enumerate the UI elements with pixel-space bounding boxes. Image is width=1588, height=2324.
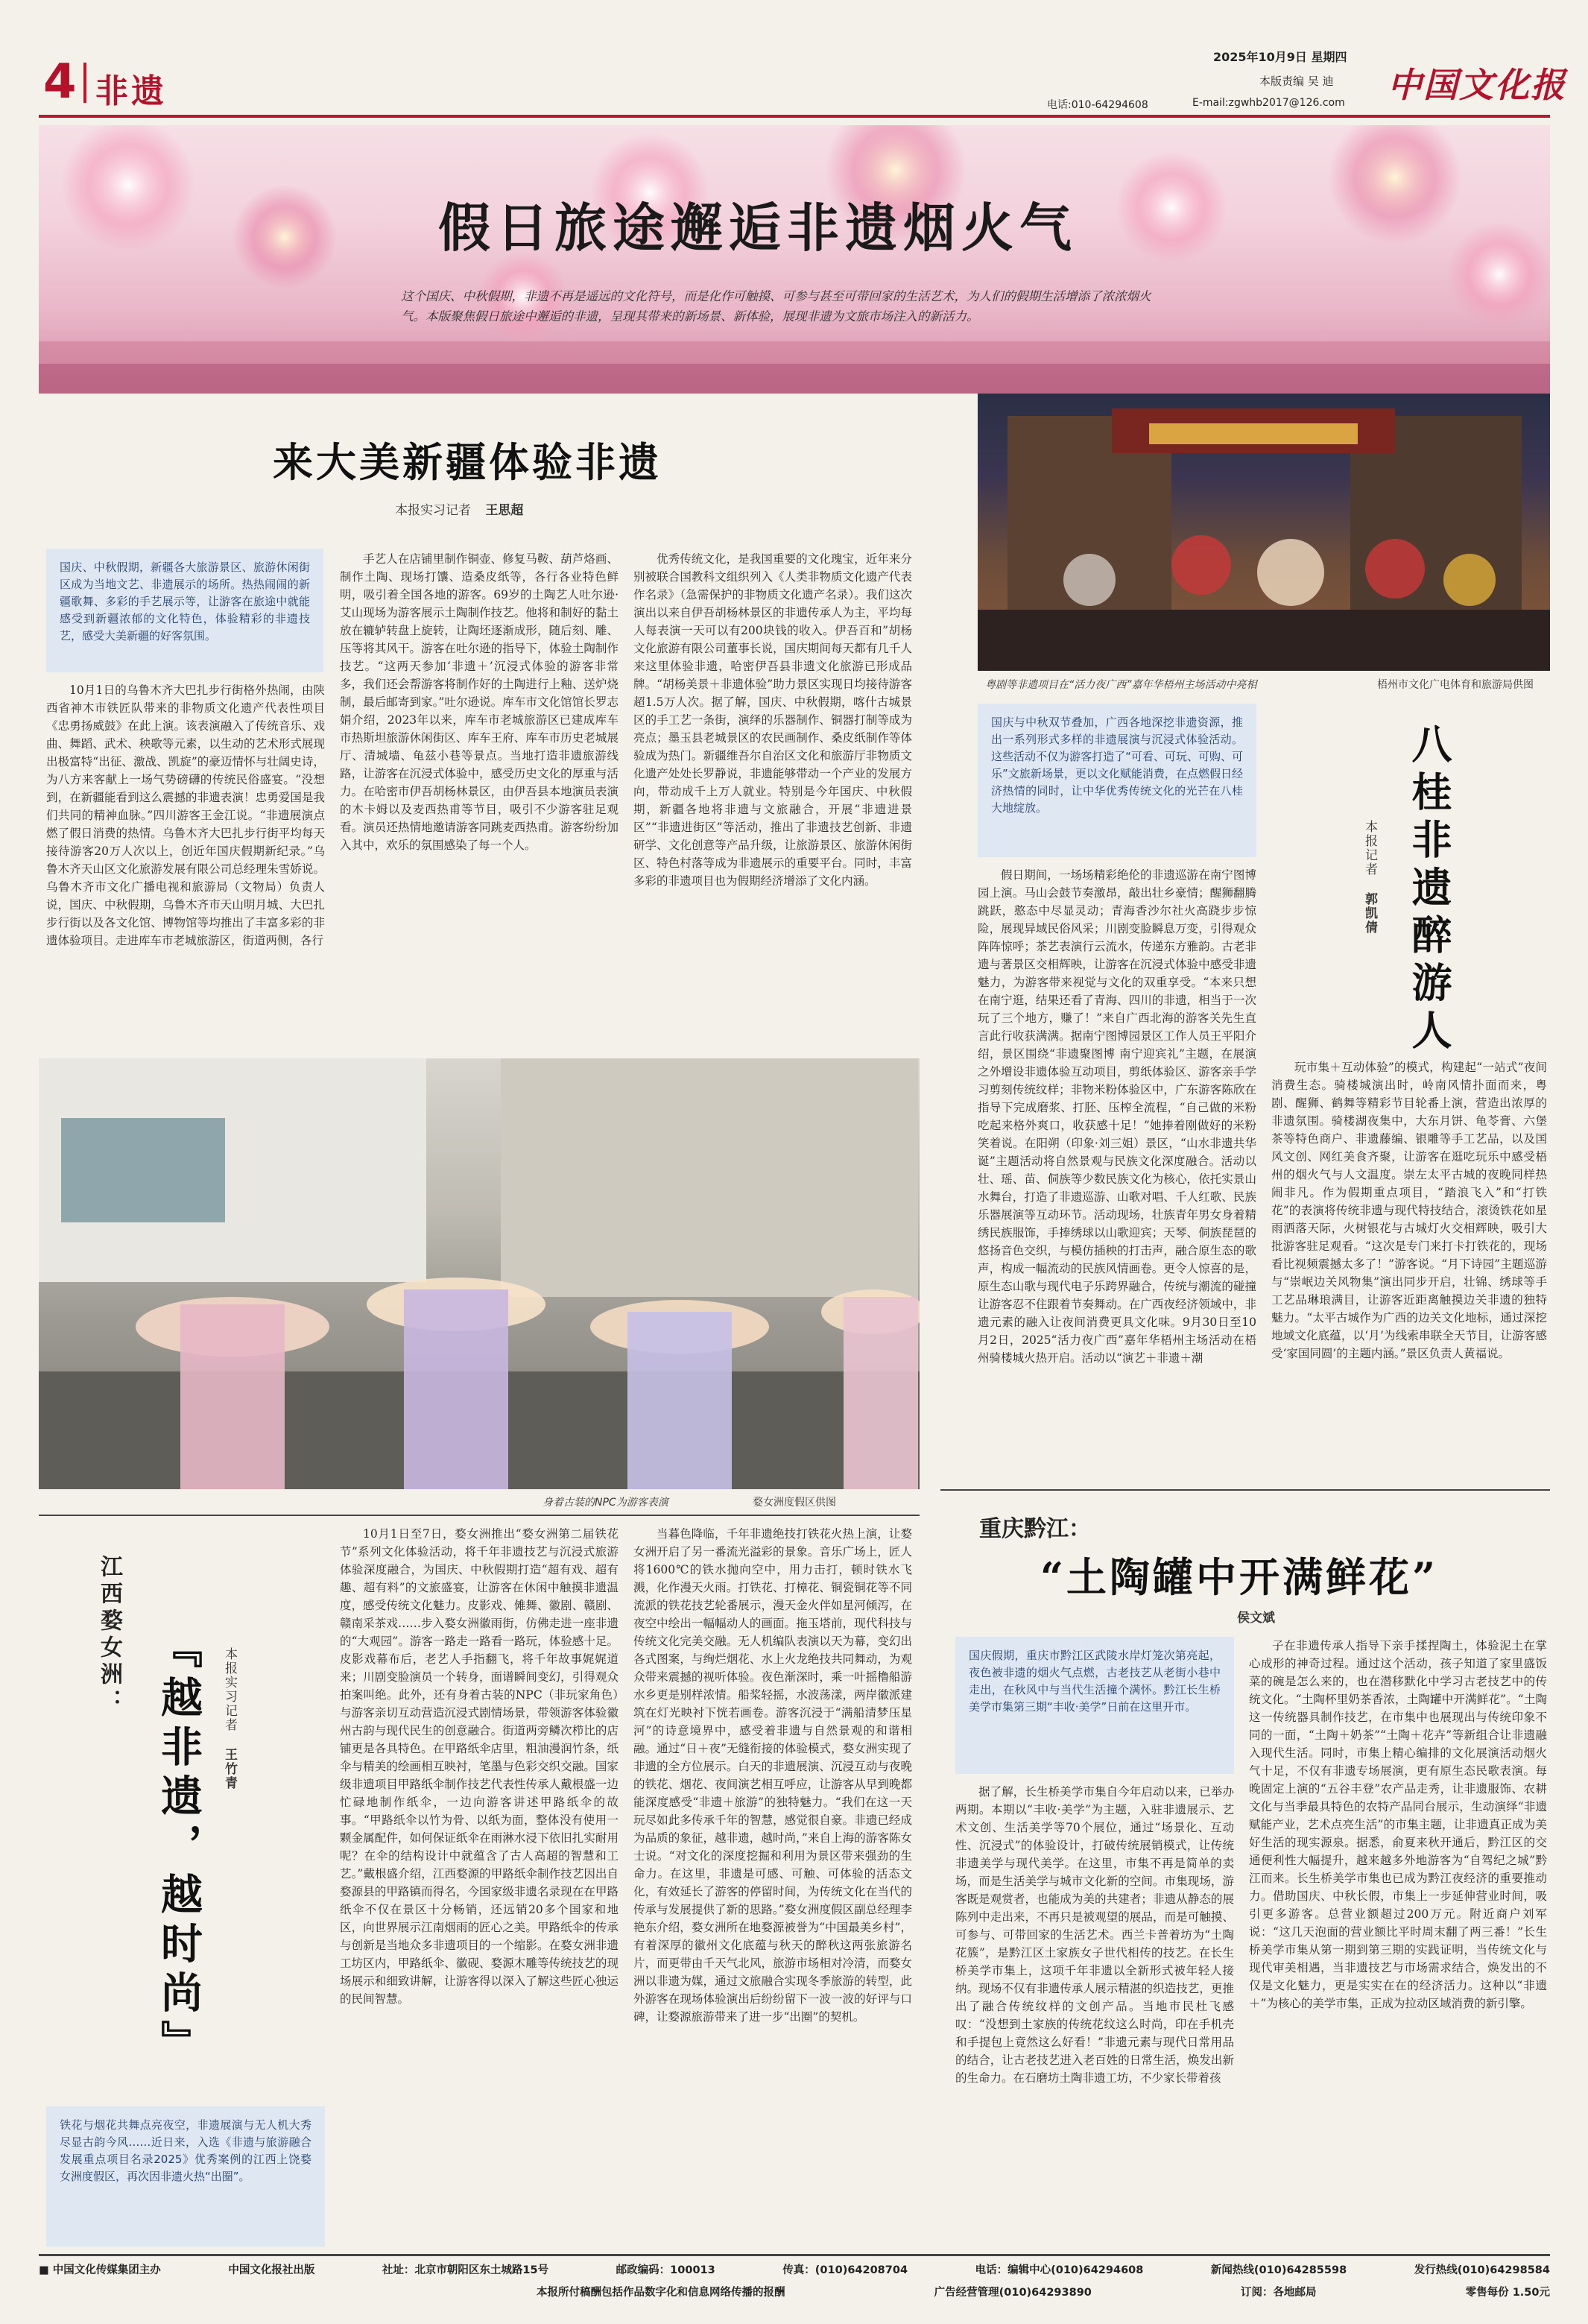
- xinjiang-byline: [395, 499, 523, 518]
- footer-postcode: 邮政编码：100013: [616, 2264, 715, 2276]
- footer-press: 中国文化报社出版: [228, 2264, 315, 2276]
- jiangxi-title: 『越非遗，越时尚』: [154, 1626, 203, 2069]
- footer-publisher: ■ 中国文化传媒集团主办: [39, 2264, 161, 2276]
- chongqing-byline: [1237, 1607, 1275, 1626]
- chongqing-byline-name: 侯文斌: [1237, 1611, 1275, 1626]
- guangxi-title: 八桂非遗醉游人: [1405, 723, 1453, 1057]
- wunvzhou-photo-caption: 身着古装的NPC为游客表演: [542, 1497, 668, 1509]
- footer-news-hotline: 新闻热线(010)64285598: [1210, 2264, 1347, 2276]
- xinjiang-summary: 国庆、中秋假期，新疆各大旅游景区、旅游休闲街区成为当地文艺、非遗展示的场所。热热闹闹的新疆歌舞、多彩的手艺展示等，让游客在旅途中就能感受到新疆浓郁的文化特色，体验精彩的非遗技艺，感受大美新疆的好客氛围。: [60, 561, 310, 642]
- newspaper-logo: 中国文化报: [1388, 65, 1566, 105]
- jiangxi-summary: 铁花与烟花共舞点亮夜空，非遗展演与无人机大秀尽显古韵今风……近日来，入选《非遗与旅游融合发展重点项目名录2025》优秀案例的江西上饶婺女洲度假区，再次因非遗火热“出圈”。: [60, 2118, 311, 2183]
- issue-date: 2025年10月9日 星期四: [1213, 50, 1347, 64]
- xinjiang-column-2: [340, 550, 619, 1054]
- wuzhou-photo-credit: 梧州市文化广电体育和旅游局供图: [1377, 679, 1534, 691]
- jiangxi-summary-box: [46, 2106, 325, 2246]
- guangxi-summary: 国庆与中秋双节叠加，广西各地深挖非遗资源，推出一系列形式多样的非遗展演与沉浸式体验活动。这些活动不仅为游客打造了“可看、可玩、可购、可乐”文旅新场景，更以文化赋能消费，在点燃假日经济热情的同时，让中华优秀传统文化的光芒在八桂大地绽放。: [991, 716, 1243, 815]
- page-number: 4: [43, 54, 77, 110]
- jiangxi-byline-prefix: 本报实习记者: [222, 1647, 237, 1732]
- chongqing-summary: 国庆假期，重庆市黔江区武陵水岸灯笼次第亮起，夜色被非遗的烟火气点燃，古老技艺从老街小巷中走出，在秋风中与当代生活撞个满怀。黔江长生桥美学市集第三期“丰收·美学”日前在这里开市。: [969, 1649, 1221, 1714]
- footer-fax: 传真：(010)64208704: [782, 2264, 908, 2276]
- footer-address: 社址：北京市朝阳区东土城路15号: [382, 2264, 549, 2276]
- jiangxi-text-1: 10月1日至7日，婺女洲推出“婺女洲第二届铁花节”系列文化体验活动，将千年非遗技艺与沉浸式旅游体验深度融合，为国庆、中秋假期打造“超有戏、超有趣、超有料”的文旅盛宴，让游客在休闲中触摸非遗温度，感受传统文化魅力。皮影戏、傩舞、徽剧、赣剧、赣南采茶戏……步入婺女洲徽雨街，仿佛走进一座非遗的“大观园”。游客一路走一路看一路玩，体验感十足。皮影戏幕布后，老艺人手指翻飞，将千年故事娓娓道来；川剧变脸演员一个转身，面谱瞬间变幻，引得观众拍案叫绝。此外，还有身着古装的NPC（非玩家角色）与游客亲切互动营造沉浸式剧情场景，带领游客体验徽州古韵与现代民生的创意融合。街道两旁鳞次栉比的店铺更是各具特色。在甲路纸伞店里，粗油漫润竹条，纸伞与精美的绘画相互映衬，笔墨与色彩交织交融。国家级非遗项目甲路纸伞制作技艺代表性传承人戴根盛一边忙碌地制作纸伞，一边向游客讲述甲路纸伞的故事。“甲路纸伞以竹为骨、以纸为面，整体没有使用一颗金属配件，如何保证纸伞在雨淋水浸下依旧扎实耐用呢？在伞的结构设计中就蕴含了古人高超的智慧和工艺。”戴根盛介绍，江西婺源的甲路纸伞制作技艺因出自婺源县的甲路镇而得名，今国家级非遗名录现在在甲路纸伞不仅在景区十分畅销，还远销20多个国家和地区，向世界展示江南烟雨的匠心之美。甲路纸伞的传承与创新是当地众多非遗项目的一个缩影。在婺女洲非遗工坊区内，甲路纸伞、徽砚、婺源木雕等传统技艺的现场展示和细致讲解，让游客得以深入了解这些匠心独运的民间智慧。: [340, 1527, 619, 2006]
- jiangxi-kicker: 江西婺女洲：: [96, 1555, 122, 1716]
- xinjiang-column-3: [633, 550, 912, 1054]
- masthead-rule: [39, 115, 1550, 118]
- guangxi-column-a: [978, 866, 1256, 1474]
- guangxi-summary-box: [978, 704, 1256, 857]
- xinjiang-text-3: 优秀传统文化，是我国重要的文化瑰宝，近年来分别被联合国教科文组织列入《人类非物质文化遗产代表作名录》（急需保护的非物质文化遗产名录）。我们这次演出以来自伊吾胡杨林景区的非遗传承人为主，平均每人每表演一天可以有200块钱的收入。伊吾百和”胡杨文化旅游有限公司董事长说，国庆期间每天都有几千人来这里体验非遗，哈密伊吾县非遗文化旅游已形成品牌。“胡杨美景＋非遗体验”助力景区实现日均接待游客超1.5万人次。据了解，国庆、中秋假期，喀什古城景区的手工艺一条街，演绎的乐器制作、铜器打制等成为亮点；墨玉县老城景区的农民画制作、桑皮纸制作等体验成为热门。新疆维吾尔自治区文化和旅游厅非物质文化遗产处处长罗静说，非遗能够带动一个产业的发展方向，带动成千上万人就业。特别是今年国庆、中秋假期，新疆各地将非遗与文旅融合，开展“非遗进景区”“非遗进街区”等活动，推出了非遗技艺创新、非遗研学、文化创意等产品升级，让旅游景区、旅游休闲街区、特色村落等成为非遗展示的重要平台。同时，丰富多彩的非遗项目也为假期经济增添了文化内涵。: [633, 552, 912, 888]
- footer-line-2: [537, 2284, 1550, 2299]
- footer-subscription: 订阅：各地邮局: [1241, 2287, 1317, 2299]
- page-number-divider: [83, 63, 86, 103]
- footer-price: 零售每份 1.50元: [1465, 2287, 1550, 2299]
- guangxi-byline: [1361, 820, 1379, 935]
- wuzhou-parade-photo: [978, 394, 1550, 671]
- hero-intro: 这个国庆、中秋假期，非遗不再是遥远的文化符号，而是化作可触摸、可参与甚至可带回家的生活艺术，为人们的假期生活增添了浓浓烟火气。本版聚焦假日旅途中邂逅的非遗，呈现其带来的新场景、新体验，展现非遗为文旅市场注入的新活力。: [401, 289, 1151, 323]
- xinjiang-byline-prefix: 本报实习记者: [395, 503, 471, 518]
- npc-performers-illustration: [39, 1058, 920, 1489]
- guangxi-text-a: 假日期间，一场场精彩绝伦的非遗巡游在南宁图博园上演。马山会鼓节奏激昂，敲出壮乡豪情；醒狮翻腾跳跃，憨态中尽显灵动；青海香沙尔社火高跷步步惊险，展现异域民俗风采；川剧变脸瞬息万变，引得观众阵阵惊呼；茶艺表演行云流水，传递东方雅韵。古老非遗与著景区交相辉映，让游客在沉浸式体验中感受非遗魅力，为游客带来视觉与文化的双重享受。“本来只想在南宁逛，结果还看了青海、四川的非遗，相当于一次玩了三个地方，赚了！”来自广西北海的游客关先生直言此行收获满满。据南宁图博园景区工作人员王平阳介绍，景区围绕“非遗聚图博 南宁迎宾礼”主题，在展演之外增设非遗体验互动项目，剪纸体验区、游客亲手学习剪刻传统纹样；非物米粉体验区中，广东游客陈欣在指导下完成磨浆、打胚、压榨全流程，“自己做的米粉吃起来格外爽口，收获感十足！”她捧着刚做好的米粉笑着说。在阳朔（印象·刘三姐）景区，“山水非遗共华诞”主题活动将自然景观与民族文化深度融合。活动以壮、瑶、苗、侗族等少数民族文化为核心，依托实景山水舞台，打造了非遗巡游、山歌对唱、千人红歌、民族乐器展演等互动环节。活动现场，壮族青年男女身着精绣民族服饰，手捧绣球以山歌迎宾；天琴、侗族琵琶的悠扬音色交织，与模仿插秧的打击声，融合原生态的歌声，构成一幅流动的民族风情画卷。更令人惊喜的是，原生态山歌与现代电子乐跨界融合，传统与潮流的碰撞让游客忍不住跟着节奏舞动。在广西夜经济领域中，非遗元素的融入让夜间消费更具文化味。9月30日至10月2日，2025“活力夜广西”嘉年华梧州主场活动在梧州骑楼城火热开启。活动以“演艺＋非遗＋潮: [978, 868, 1256, 1365]
- chongqing-top-rule: [940, 1489, 1550, 1491]
- xinjiang-title: 来大美新疆体验非遗: [273, 438, 662, 486]
- chongqing-text-1: 据了解，长生桥美学市集自今年启动以来，已举办两期。本期以“丰收·美学”为主题，入驻非遗展示、艺术文创、生活美学等70个展位，通过“场景化、互动性、沉浸式”的体验设计，打破传统展销模式，让传统非遗美学与现代美学。在这里，市集不再是简单的卖场，而是生活美学与城市文化新的空间。市集现场，游客既是观赏者，也能成为美的共建者；非遗从静态的展陈列中走出来，不再只是被观望的展品，而是可触摸、可参与、可带回家的生活艺术。西兰卡普着坊为“土陶花簇”，是黔江区土家族女子世代相传的技艺。在长生桥美学市集上，这项千年非遗以全新形式被年轻人接纳。现场不仅有非遗传承人展示精湛的织造技艺，更推出了融合传统纹样的文创产品。当地市民杜飞感叹：“没想到土家族的传统花纹这么时尚，印在手机壳和手提包上竟然这么好看！”非遗元素与现代日常用品的结合，让古老技艺进入老百姓的日常生活，焕发出新的生命力。在石磨坊土陶非遗工坊，不少家长带着孩: [955, 1785, 1234, 2085]
- guangxi-byline-name: 郭凯倩: [1362, 892, 1377, 935]
- chongqing-title: “土陶罐中开满鲜花”: [1040, 1553, 1439, 1601]
- chongqing-column-1: [955, 1783, 1234, 2246]
- xinjiang-text-2: 手艺人在店铺里制作铜壶、修复马鞍、葫芦烙画、制作土陶、现场打馕、造桑皮纸等，各行各业特色鲜明，吸引着全国各地的游客。69岁的土陶艺人吐尔逊·艾山现场为游客展示土陶制作技艺。他将和制好的黏土放在辘轳转盘上旋转，让陶坯逐渐成形，随后刻、雕、压等将其风干。游客在吐尔逊的指导下，体验土陶制作技艺。“这两天参加‘非遗＋’沉浸式体验的游客非常多，我们还会帮游客将制作好的土陶进行上釉、送炉烧制，最后邮寄到家。”吐尔逊说。库车市文化馆馆长罗志娟介绍，2023年以来，库车市老城旅游区已建成库车市热斯坦旅游休闲街区、库车王府、库车市历史老城展厅、清城墙、龟兹小巷等景点。当地打造非遗旅游线路，让游客在沉浸式体验中，感受历史文化的厚重与活力。在哈密市伊吾胡杨林景区，由伊吾县本地演员表演的木卡姆以及麦西热甫等节目，吸引不少游客驻足观看。演员还热情地邀请游客同跳麦西热甫。游客纷纷加入其中，欢乐的氛围感染了每一个人。: [340, 552, 619, 852]
- footer-advertising: 广告经营管理(010)64293890: [934, 2287, 1092, 2299]
- guangxi-column-b: [1271, 1058, 1547, 1474]
- guangxi-byline-prefix: 本报记者: [1362, 820, 1377, 877]
- footer-editorial-phone: 电话：编辑中心(010)64294608: [975, 2264, 1144, 2276]
- guangxi-text-b: 玩市集＋互动体验”的模式，构建起“一站式”夜间消费生态。骑楼城演出时，岭南风情扑面而来，粤剧、醒狮、鹤舞等精彩节目轮番上演，营造出浓厚的非遗氛围。骑楼湖夜集中，大东月饼、龟苓膏、六堡茶等特色商户、非遗藤编、银雕等手工艺品，以及国风文创、网红美食齐聚，让游客在逛吃玩乐中感受梧州的烟火气与人文温度。崇左太平古城的夜晚同样热闹非凡。作为假期重点项目，“踏浪飞入”和“打铁花”的表演将传统非遗与现代特技结合，滚烫铁花如星雨洒落天际，火树银花与古城灯火交相辉映，吸引大批游客驻足观看。“这次是专门来打卡打铁花的，现场看比视频震撼太多了！”游客说。“月下诗园”主题巡游与“崇岷边关风物集”演出同步开启，壮锦、绣球等手工艺品琳琅满目，让游客近距离触摸边关非遗的独特魅力。“太平古城作为广西的边关文化地标，通过深挖地域文化底蕴，以‘月’为线索串联全天节目，让游客感受‘家国同圆’的主题内涵。”景区负责人黄福说。: [1271, 1061, 1547, 1360]
- xinjiang-column-1: [46, 681, 325, 1054]
- footer-royalty-note: 本报所付稿酬包括作品数字化和信息网络传播的报酬: [537, 2287, 785, 2299]
- wunvzhou-npc-photo: [39, 1058, 920, 1489]
- wuzhou-photo-caption: 粤剧等非遗项目在“活力夜广西”嘉年华梧州主场活动中亮相: [985, 679, 1257, 691]
- page-editor: 本版责编 吴 迪: [1259, 75, 1334, 88]
- chongqing-column-2: [1249, 1637, 1547, 2246]
- chongqing-summary-box: [955, 1637, 1234, 1774]
- contact-email: E-mail:zgwhb2017@126.com: [1192, 97, 1345, 109]
- jiangxi-column-1: [340, 1525, 619, 2246]
- footer-line-1: [39, 2261, 1550, 2277]
- contact-phone: 电话:010-64294608: [1047, 99, 1148, 111]
- section-title: 非遗: [95, 72, 167, 110]
- jiangxi-byline: [221, 1647, 239, 1790]
- hero-title: 假日旅途邂逅非遗烟火气: [438, 197, 1078, 259]
- left-photo-rule: [39, 1515, 920, 1516]
- chongqing-kicker: 重庆黔江：: [979, 1516, 1091, 1542]
- wunvzhou-photo-credit: 婺女洲度假区供图: [753, 1497, 836, 1509]
- xinjiang-byline-name: 王思超: [485, 503, 524, 518]
- jiangxi-byline-name: 王竹青: [222, 1748, 237, 1791]
- jiangxi-text-2: 当暮色降临，千年非遗绝技打铁花火热上演，让婺女洲开启了另一番流光溢彩的景象。音乐广场上，匠人将1600℃的铁水抛向空中，用力击打，顿时铁水飞溅，化作漫天火雨。打铁花、打樟花、铜瓷铜花等不同流派的铁花技艺轮番展示，漫天金火伴如星河倾泻，在夜空中绘出一幅幅动人的画面。拖玉塔前，现代科技与传统文化完美交融。无人机编队表演以天为幕，变幻出各式图案，与绚烂烟花、水上火龙绝技共同舞动，为观众带来震撼的视听体验。夜色渐深时，乘一叶摇橹船游水乡更是别样浓情。船桨轻摇，水波荡漾，两岸徽派建筑在灯光映衬下恍若画卷。游客沉浸于“满船清梦压星河”的诗意境界中，感受着非遗与自然景观的和谐相融。通过“日＋夜”无缝衔接的体验模式，婺女洲实现了非遗的全方位展示。白天的非遗展演、沉浸互动与夜晚的铁花、烟花、夜间演艺相互呼应，让游客从早到晚都能深度感受“非遗＋旅游”的独特魅力。“我们在这一天玩尽如此多传承千年的智慧，感觉很自豪。非遗已经成为品质的象征，越非遗，越时尚，”来自上海的游客陈女士说。“对文化的深度挖掘和利用为景区带来强劲的生命力。在这里，非遗是可感、可触、可体验的活态文化，有效延长了游客的停留时间，为传统文化在当代的传承与发展提供了新的思路。”婺女洲度假区副总经理李艳东介绍，婺女洲所在地婺源被誉为“中国最美乡村”，有着深厚的徽州文化底蕴与秋天的醉秋这两张旅游名片，而更带由千天气北风，旅游市场相对冷清，而婺女洲以非遗为媒，通过文旅融合实现冬季旅游的转型，此外游客在现场体验演出后纷纷留下一波一波的好评与口碑，让婺源旅游带来了进一步“出圈”的契机。: [633, 1527, 912, 2024]
- xinjiang-summary-box: [46, 549, 323, 672]
- jiangxi-column-2: [633, 1525, 912, 2246]
- chongqing-text-2: 子在非遗传承人指导下亲手揉捏陶土，体验泥土在掌心成形的神奇过程。通过这个活动，孩子知道了家里盛饭菜的碗是怎么来的，也在潜移默化中学习古老技艺中的传统文化。“土陶杯里奶茶香浓，土陶罐中开满鲜花”。“土陶这一传统器具制作技艺，在市集中也展现出与传统印象不同的一面，“土陶＋奶茶”“土陶＋花卉”等新组合让非遗融入现代生活。同时，市集上精心编排的文化展演活动烟火气十足，不仅有非遗专场展演，更有原生态民歌表演。每晚固定上演的“五谷丰登”农产品走秀，让非遗服饰、农耕文化与当季最具特色的农特产品同台展示，生动演绎“非遗赋能产业，艺术点亮生活”的市集主题，让非遗真正成为美好生活的现实源泉。据悉，俞夏来秋开通后，黔江区的交通便利性大幅提升，越来越多外地游客为“自驾纪之城”黔江而来。长生桥美学市集也已成为黔江夜经济的重要推动力。借助国庆、中秋长假，市集上一步延伸营业时间，吸引更多游客。总营业额超过200万元。附近商户刘军说：“这几天泡面的营业额比平时周末翻了两三番！”长生桥美学市集从第一期到第三期的实践证明，当传统文化与现代审美相遇，当非遗技艺与市场需求结合，焕发出的不仅是文化魅力，更是实实在在的经济活力。这种以“非遗＋”为核心的美学市集，正成为拉动区域消费的新引擎。: [1249, 1639, 1547, 2010]
- xinjiang-text-1: 10月1日的乌鲁木齐大巴扎步行街格外热闹，由陕西省神木市铁匠队带来的非物质文化遗产代表性项目《忠勇扬威鼓》在此上演。该表演融入了传统音乐、戏曲、舞蹈、武术、秧歌等元素，以生动的艺术形式展现出极富特“出征、激战、凯旋”的豪迈情怀与壮阔史诗，为八方来客献上一场气势磅礴的传统民俗盛宴。“没想到，在新疆能看到这么震撼的非遗表演！忠勇爱国是我们共同的精神血脉。”四川游客王金江说。“非遗展演点燃了假日消费的热情。乌鲁木齐大巴扎步行街平均每天接待游客20万人次以上，创近年国庆假期新纪录。”乌鲁木齐天山区文化旅游发展有限公司总经理朱雪娇说。乌鲁木齐市文化广播电视和旅游局（文物局）负责人说，国庆、中秋假期，乌鲁木齐市天山明月城、大巴扎步行街以及各文化馆、博物馆等均推出了丰富多彩的非遗体验项目。走进库车市老城旅游区，街道两侧，各行: [46, 683, 325, 947]
- footer-distribution-hotline: 发行热线(010)64298584: [1414, 2264, 1550, 2276]
- parade-illustration: [978, 394, 1550, 671]
- footer-top-rule: [39, 2254, 1550, 2256]
